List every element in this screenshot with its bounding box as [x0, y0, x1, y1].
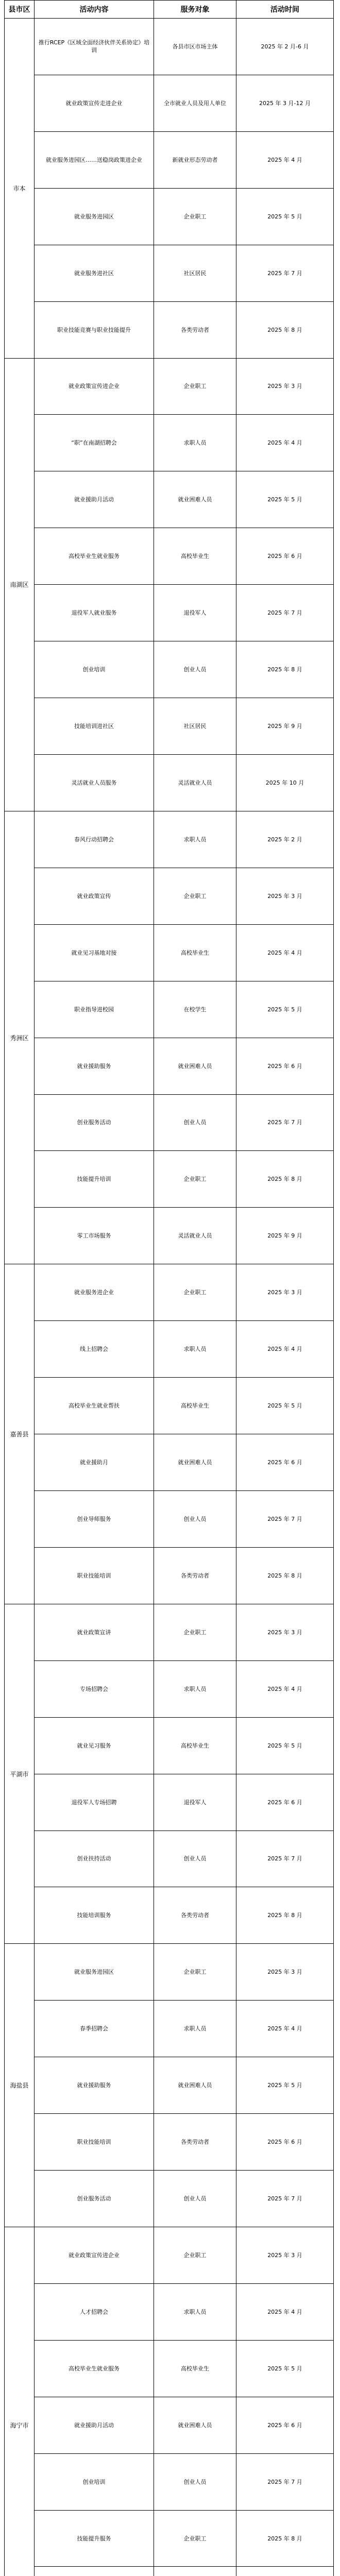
- content-cell: 职业指导进校园: [35, 981, 154, 1038]
- content-cell: 就业服务进企业: [35, 1264, 154, 1320]
- content-cell: 职业技能竞赛与职业技能提升: [35, 302, 154, 358]
- table-row: [35, 1491, 333, 1548]
- time-cell: 2025 年 6 月: [267, 2139, 302, 2146]
- content-cell: 技能提升服务: [35, 2511, 154, 2567]
- content-cell: 创业服务活动: [35, 2171, 154, 2227]
- table-row: [35, 1321, 333, 1378]
- county-group: [4, 1604, 334, 1944]
- content-cell: 创业培训: [35, 641, 154, 698]
- time-cell: 2025 年 6 月: [267, 2421, 302, 2429]
- content-cell: [35, 2567, 154, 2576]
- content-cell: 就业援助月: [35, 1434, 154, 1490]
- time-cell: 2025 年 9 月: [267, 1232, 302, 1240]
- time-cell: 2025 年 6 月: [267, 1799, 302, 1806]
- content-cell: 零工市场服务: [35, 1208, 154, 1264]
- county-cell: 平湖市: [5, 1604, 35, 1944]
- content-cell: 创业扶持活动: [35, 1831, 154, 1887]
- content-cell: 就业援助月活动: [35, 2397, 154, 2453]
- county-group: [4, 359, 334, 811]
- table-row: [35, 2171, 333, 2227]
- target-cell: 高校毕业生: [154, 925, 236, 981]
- content-cell: “职”在南湖招聘会: [35, 415, 154, 471]
- table-row: [35, 1038, 333, 1095]
- time-cell: 2025 年 7 月: [267, 2478, 302, 2485]
- group-rows: [35, 1604, 333, 1944]
- content-cell: 技能培训服务: [35, 1887, 154, 1943]
- target-cell: 创业人员: [154, 2171, 236, 2227]
- table-row: [35, 698, 333, 755]
- table-row: [35, 2341, 333, 2397]
- content-cell: 灵活就业人员服务: [35, 755, 154, 811]
- table-row: [35, 755, 333, 811]
- schedule-table: [4, 0, 334, 2576]
- time-cell: 2025 年 4 月: [267, 1685, 302, 1692]
- county-cell: 嘉善县: [5, 1264, 35, 1604]
- content-cell: 就业服务进园区: [35, 1944, 154, 2000]
- content-cell: 春季招聘会: [35, 2001, 154, 2057]
- table-row: [35, 1095, 333, 1151]
- table-row: [35, 1661, 333, 1718]
- time-cell: 2025 年 8 月: [267, 666, 302, 673]
- target-cell: 企业职工: [154, 868, 236, 924]
- content-cell: 就业见习基地对接: [35, 925, 154, 981]
- time-cell: 2025 年 5 月: [267, 1742, 302, 1749]
- content-cell: 就业援助服务: [35, 2057, 154, 2113]
- table-row: [35, 1548, 333, 1604]
- table-row: [35, 641, 333, 698]
- time-cell: 2025 年 4 月: [267, 1346, 302, 1353]
- table-row: [35, 2454, 333, 2511]
- target-cell: 退役军人: [154, 1774, 236, 1831]
- content-cell: 就业援助服务: [35, 1038, 154, 1094]
- content-cell: 就业服务进园区: [35, 189, 154, 245]
- county-cell: 秀洲区: [5, 811, 35, 1264]
- target-cell: 社区居民: [154, 245, 236, 301]
- county-cell: 市本: [5, 19, 35, 358]
- target-cell: 各类劳动者: [154, 302, 236, 358]
- table-row: [35, 2001, 333, 2057]
- target-cell: 就业困难人员: [154, 2057, 236, 2113]
- target-cell: 全市就业人员及用人单位: [154, 75, 236, 131]
- time-cell: 2025 年 6 月: [267, 553, 302, 560]
- content-cell: 高校毕业生就业帮扶: [35, 1378, 154, 1434]
- table-row: [35, 245, 333, 302]
- target-cell: 企业职工: [154, 1264, 236, 1320]
- table-row: [35, 2227, 333, 2284]
- header-target: 服务对象: [154, 1, 236, 18]
- time-cell: 2025 年 5 月: [267, 496, 302, 503]
- time-cell: 2025 年 4 月: [267, 2025, 302, 2032]
- target-cell: 企业职工: [154, 189, 236, 245]
- target-cell: 企业职工: [154, 1944, 236, 2000]
- content-cell: 创业导师服务: [35, 1491, 154, 1547]
- target-cell: 在校学生: [154, 981, 236, 1038]
- header-county: 县市区: [5, 1, 35, 18]
- table-row: [35, 868, 333, 925]
- target-cell: 就业困难人员: [154, 1038, 236, 1094]
- table-row: [35, 585, 333, 641]
- content-cell: 创业培训: [35, 2454, 154, 2510]
- target-cell: 创业人员: [154, 1491, 236, 1547]
- target-cell: 企业职工: [154, 359, 236, 415]
- time-cell: 2025 年 3 月: [267, 383, 302, 390]
- target-cell: 企业职工: [154, 1151, 236, 1207]
- table-row: [35, 359, 333, 415]
- content-cell: 就业援助月活动: [35, 471, 154, 528]
- target-cell: 各类劳动者: [154, 1548, 236, 1604]
- table-row: [35, 302, 333, 358]
- time-cell: 2025 年 8 月: [267, 326, 302, 333]
- content-cell: 专场招聘会: [35, 1661, 154, 1717]
- content-cell: 退役军人专场招聘: [35, 1774, 154, 1831]
- time-cell: 2025 年 8 月: [267, 1912, 302, 1919]
- table-row: [35, 1604, 333, 1661]
- content-cell: 就业服务进园区……送稳岗政策进企业: [35, 132, 154, 188]
- time-cell: 2025 年 3 月: [267, 2251, 302, 2259]
- content-cell: 春风行动招聘会: [35, 811, 154, 868]
- target-cell: 创业人员: [154, 641, 236, 698]
- table-row: [35, 19, 333, 75]
- content-cell: 就业服务进社区: [35, 245, 154, 301]
- county-group: [4, 2227, 334, 2576]
- time-cell: 2025 年 3 月: [267, 1629, 302, 1636]
- header-content: 活动内容: [35, 1, 154, 18]
- target-cell: 创业人员: [154, 2454, 236, 2510]
- table-row: [35, 1208, 333, 1264]
- content-cell: 退役军人就业服务: [35, 585, 154, 641]
- target-cell: 高校毕业生: [154, 1378, 236, 1434]
- table-row: [35, 189, 333, 245]
- table-row: [35, 1151, 333, 1208]
- time-cell: 2025 年 5 月: [267, 213, 302, 220]
- county-cell: 海盐县: [5, 1944, 35, 2227]
- content-cell: 高校毕业生就业服务: [35, 528, 154, 584]
- target-cell: 求职人员: [154, 1661, 236, 1717]
- target-cell: 就业困难人员: [154, 2397, 236, 2453]
- table-row: [35, 2567, 333, 2576]
- table-row: [35, 471, 333, 528]
- target-cell: 高校毕业生: [154, 1718, 236, 1774]
- group-rows: [35, 811, 333, 1264]
- county-cell: 海宁市: [5, 2227, 35, 2576]
- target-cell: 灵活就业人员: [154, 1208, 236, 1264]
- table-row: [35, 2057, 333, 2114]
- content-cell: 创业服务活动: [35, 1095, 154, 1151]
- time-cell: 2025 年 7 月: [267, 269, 302, 277]
- county-group: [4, 19, 334, 359]
- content-cell: 就业政策宣传走进企业: [35, 75, 154, 131]
- time-cell: 2025 年 8 月: [267, 2535, 302, 2542]
- target-cell: 求职人员: [154, 2001, 236, 2057]
- table-row: [35, 1774, 333, 1831]
- content-cell: 线上招聘会: [35, 1321, 154, 1377]
- time-cell: 2025 年 8 月: [267, 1176, 302, 1183]
- target-cell: 创业人员: [154, 1095, 236, 1151]
- table-row: [35, 528, 333, 585]
- time-cell: 2025 年 5 月: [267, 2082, 302, 2089]
- table-row: [35, 1264, 333, 1321]
- target-cell: 高校毕业生: [154, 2341, 236, 2397]
- table-row: [35, 2114, 333, 2171]
- time-cell: 2025 年 4 月: [267, 439, 302, 447]
- time-cell: 2025 年 7 月: [267, 609, 302, 617]
- header-time: 活动时间: [270, 6, 299, 14]
- target-cell: 企业职工: [154, 1604, 236, 1660]
- content-cell: 职业技能培训: [35, 1548, 154, 1604]
- table-row: [35, 1831, 333, 1888]
- target-cell: 各县市区市场主体: [154, 19, 236, 75]
- table-row: [35, 2284, 333, 2341]
- time-cell: 2025 年 7 月: [267, 1119, 302, 1126]
- time-cell: 2025 年 5 月: [267, 2365, 302, 2372]
- target-cell: 求职人员: [154, 1321, 236, 1377]
- content-cell: 就业政策宣传进企业: [35, 2227, 154, 2283]
- content-cell: 技能提升培训: [35, 1151, 154, 1207]
- time-cell: [236, 2567, 333, 2576]
- table-row: [35, 132, 333, 189]
- time-cell: 2025 年 3 月: [267, 1289, 302, 1296]
- table-row: [35, 811, 333, 868]
- time-cell: 2025 年 8 月: [267, 1572, 302, 1579]
- group-rows: [35, 19, 333, 358]
- time-cell: 2025 年 4 月: [267, 949, 302, 956]
- target-cell: 新就业形态劳动者: [154, 132, 236, 188]
- table-row: [35, 1887, 333, 1943]
- table-row: [35, 2397, 333, 2454]
- content-cell: 职业技能培训: [35, 2114, 154, 2170]
- target-cell: 求职人员: [154, 811, 236, 868]
- target-cell: 高校毕业生: [154, 528, 236, 584]
- table-row: [35, 1718, 333, 1774]
- county-group: [4, 1944, 334, 2227]
- target-cell: 求职人员: [154, 2284, 236, 2340]
- target-cell: 创业人员: [154, 1831, 236, 1887]
- content-cell: 就业见习服务: [35, 1718, 154, 1774]
- group-rows: [35, 359, 333, 811]
- time-cell: 2025 年 5 月: [267, 1006, 302, 1013]
- table-body: [4, 19, 334, 2576]
- county-cell: 南湖区: [5, 359, 35, 811]
- time-cell: 2025 年 6 月: [267, 1062, 302, 1070]
- content-cell: 就业政策宣讲: [35, 1604, 154, 1660]
- target-cell: 就业困难人员: [154, 471, 236, 528]
- time-cell: 2025 年 7 月: [267, 2195, 302, 2202]
- table-header: [4, 0, 334, 19]
- target-cell: 社区居民: [154, 698, 236, 754]
- time-cell: 2025 年 5 月: [267, 1402, 302, 1410]
- content-cell: 高校毕业生就业服务: [35, 2341, 154, 2397]
- time-cell: 2025 年 3 月-12 月: [259, 99, 311, 107]
- table-row: [35, 1434, 333, 1491]
- target-cell: [154, 2567, 236, 2576]
- time-cell: 2025 年 4 月: [267, 2308, 302, 2315]
- target-cell: 企业职工: [154, 2227, 236, 2283]
- table-row: [35, 1944, 333, 2001]
- time-cell: 2025 年 2 月: [267, 836, 302, 843]
- time-cell: 2025 年 2 月-6 月: [261, 43, 309, 50]
- county-group: [4, 811, 334, 1264]
- time-cell: 2025 年 7 月: [267, 1515, 302, 1522]
- table-row: [35, 981, 333, 1038]
- group-rows: [35, 2227, 333, 2576]
- time-cell: 2025 年 6 月: [267, 1459, 302, 1466]
- content-cell: 技能培训进社区: [35, 698, 154, 754]
- content-cell: 就业政策宣传: [35, 868, 154, 924]
- target-cell: 企业职工: [154, 2511, 236, 2567]
- table-row: [35, 925, 333, 981]
- table-row: [35, 75, 333, 132]
- time-cell: 2025 年 7 月: [267, 1855, 302, 1862]
- county-group: [4, 1264, 334, 1604]
- time-cell: 2025 年 4 月: [267, 156, 302, 163]
- group-rows: [35, 1944, 333, 2227]
- target-cell: 各类劳动者: [154, 2114, 236, 2170]
- table-row: [35, 415, 333, 471]
- target-cell: 退役军人: [154, 585, 236, 641]
- target-cell: 各类劳动者: [154, 1887, 236, 1943]
- content-cell: 人才招聘会: [35, 2284, 154, 2340]
- time-cell: 2025 年 3 月: [267, 1969, 302, 1976]
- time-cell: 2025 年 10 月: [265, 779, 304, 786]
- target-cell: 灵活就业人员: [154, 755, 236, 811]
- table-row: [35, 2511, 333, 2567]
- content-cell: 就业政策宣传进企业: [35, 359, 154, 415]
- table-row: [35, 1378, 333, 1434]
- target-cell: 求职人员: [154, 415, 236, 471]
- group-rows: [35, 1264, 333, 1604]
- target-cell: 就业困难人员: [154, 1434, 236, 1490]
- time-cell: 2025 年 3 月: [267, 892, 302, 900]
- content-cell: 推行RCEP《区域全面经济伙伴关系协定》培训: [35, 19, 154, 75]
- time-cell: 2025 年 9 月: [267, 723, 302, 730]
